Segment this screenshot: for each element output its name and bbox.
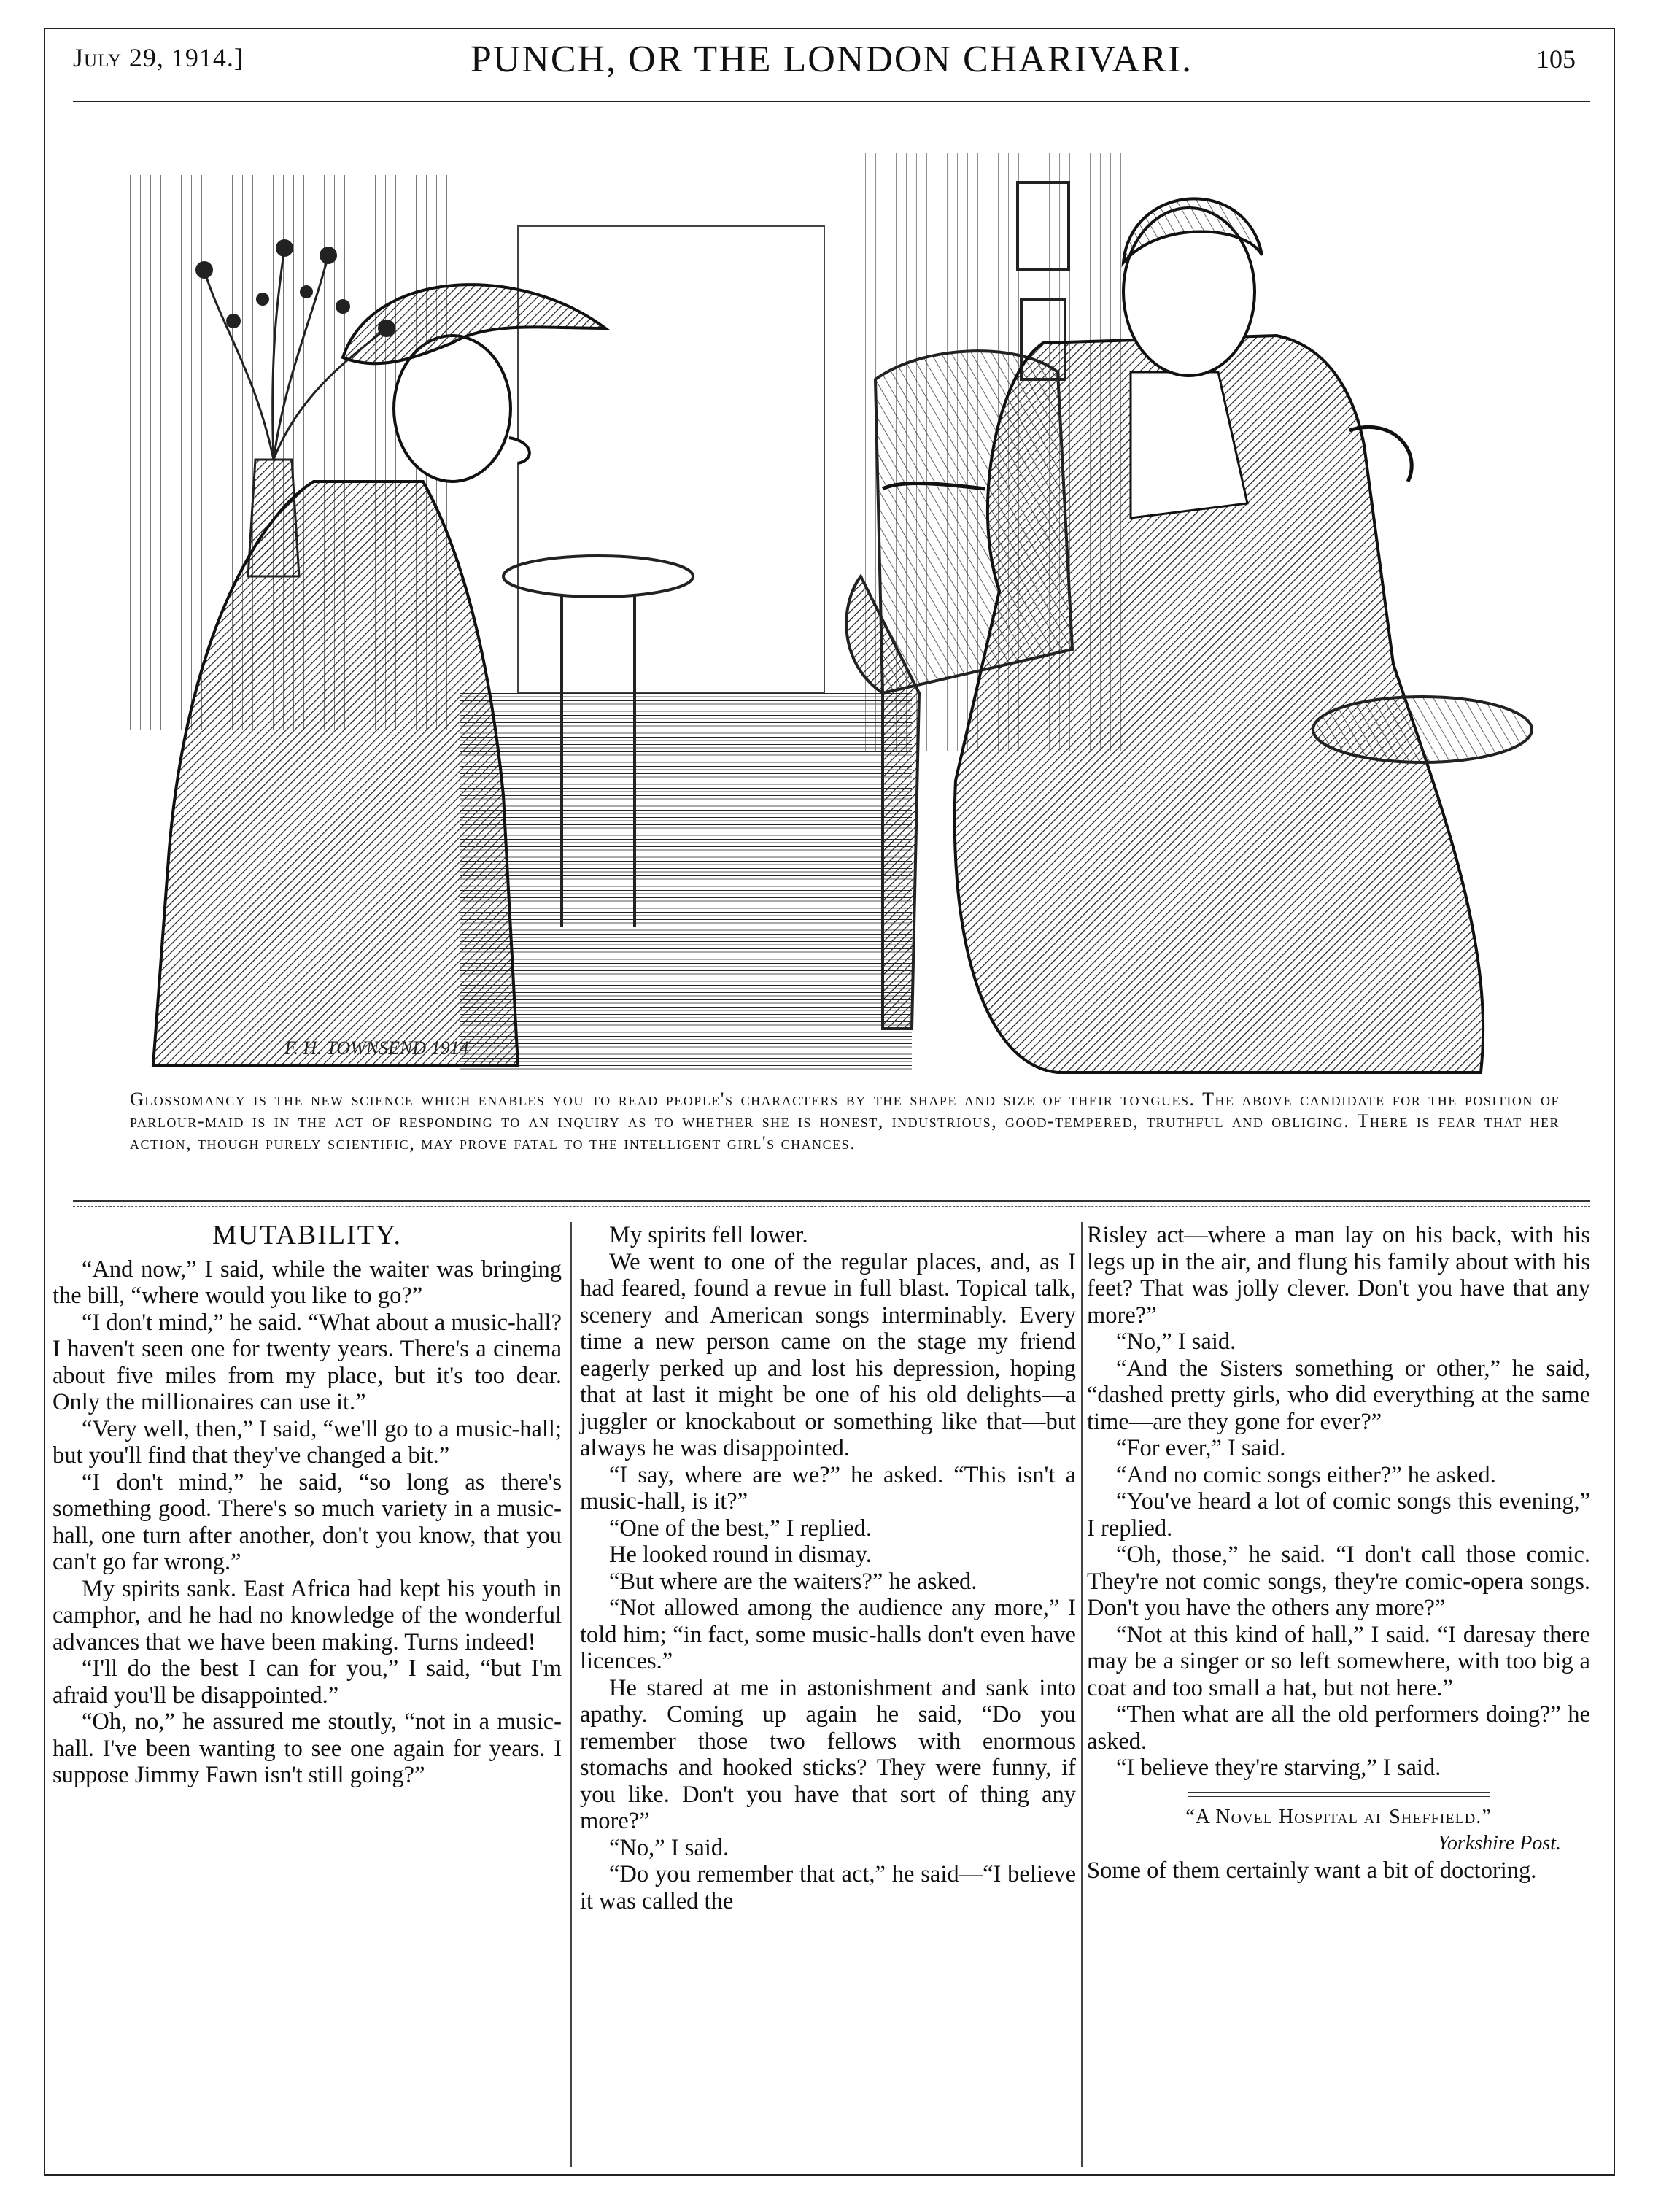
notice-rule-thin [1188, 1796, 1490, 1797]
paragraph: “I say, where are we?” he asked. “This isn't a music-hall, is it?” [580, 1461, 1076, 1515]
article-column-3 [1087, 1222, 1590, 1884]
section-rule [73, 1200, 1590, 1202]
header-rule [73, 101, 1590, 102]
paragraph: “You've heard a lot of comic songs this evening,” I replied. [1087, 1488, 1590, 1542]
doorway [518, 226, 824, 693]
round-table-icon [1313, 697, 1532, 762]
paragraph: He looked round in dismay. [609, 1542, 872, 1568]
paragraph: “Do you remember that act,” he said—“I believe it was called the [580, 1861, 1076, 1914]
cartoon-caption: Glossomancy is the new science which enables you to read people's characters by the shape and size of their tongues. The above candidate for the position of parlour-maid is in the act of responding to an inquiry as to whether she is honest, industrious, good-tempered, truthful and obliging. There is fear that her action, though purely scientific, may prove fatal to the intelligent girl's chances. [130, 1088, 1560, 1153]
paragraph: “I don't mind,” he said, “so long as there's something good. There's so much variety in a music-hall, one turn after another, don't you know, that you can't go far wrong.” [53, 1469, 562, 1575]
paragraph: “But where are the waiters?” he asked. [609, 1568, 977, 1595]
notice-quote: “A Novel Hospital at Sheffield.” [1185, 1805, 1492, 1828]
masthead-title: PUNCH, OR THE LONDON CHARIVARI. [470, 39, 1193, 80]
paragraph: My spirits fell lower. [609, 1222, 808, 1248]
paragraph: “Then what are all the old performers doing?” he asked. [1087, 1701, 1590, 1755]
section-rule-dashed [73, 1206, 1590, 1207]
column-divider [1081, 1222, 1083, 2167]
paragraph: Risley act—where a man lay on his back, with his legs up in the air, and flung his family about with his feet? That was jolly clever. Don't you have that any more?” [1087, 1222, 1590, 1329]
notice-source: Yorkshire Post. [1437, 1832, 1561, 1855]
paragraph: He stared at me in astonishment and sank into apathy. Coming up again he said, “Do you remember those two fellows with enormous stomachs and hooked sticks? They were funny, if you like. Don't you have that sort of thing any more?” [580, 1674, 1076, 1834]
paragraph: “One of the best,” I replied. [609, 1515, 872, 1542]
notice-comment: Some of them certainly want a bit of doctoring. [1087, 1857, 1537, 1884]
article-title: MUTABILITY. [212, 1220, 402, 1250]
paragraph: “Oh, those,” he said. “I don't call those comic. They're not comic songs, they're comic-opera songs. Don't you have the others any more?” [1087, 1542, 1590, 1621]
cartoon-illustration [109, 139, 1561, 1080]
paragraph: “I'll do the best I can for you,” I said, “but I'm afraid you'll be disappointed.” [53, 1655, 562, 1709]
page-number: 105 [1536, 45, 1576, 74]
paragraph: “Not allowed among the audience any more,” I told him; “in fact, some music-halls don't even have licences.” [580, 1595, 1076, 1674]
paragraph: “And the Sisters something or other,” he said, “dashed pretty girls, who did everything at the same time—are they gone for ever?” [1087, 1355, 1590, 1435]
article-column-2 [580, 1222, 1076, 1914]
paragraph: “I believe they're starving,” I said. [1116, 1755, 1441, 1781]
paragraph: “Oh, no,” he assured me stoutly, “not in a music-hall. I've been wanting to see one again for years. I suppose Jimmy Fawn isn't still going?” [53, 1709, 562, 1788]
paragraph: “And now,” I said, while the waiter was bringing the bill, “where would you like to go?” [53, 1256, 562, 1309]
paragraph: “No,” I said. [609, 1834, 729, 1861]
paragraph: “For ever,” I said. [1116, 1435, 1286, 1461]
artist-signature: F. H. TOWNSEND 1914 [284, 1037, 469, 1059]
paragraph: “Not at this kind of hall,” I said. “I daresay there may be a singer or so left somewhere, with too big a coat and too small a hat, but not here.” [1087, 1621, 1590, 1701]
paragraph: “And no comic songs either?” he asked. [1116, 1461, 1496, 1488]
paragraph: “Very well, then,” I said, “we'll go to a music-hall; but you'll find that they've changed a bit.” [53, 1415, 562, 1469]
notice-rule [1188, 1792, 1490, 1793]
column-divider [570, 1222, 572, 2167]
paragraph: My spirits sank. East Africa had kept his youth in camphor, and he had no knowledge of the wonderful advances that we have been making. Turns indeed! [53, 1575, 562, 1655]
article-column-1 [53, 1222, 562, 1789]
issue-date: July 29, 1914.] [73, 43, 244, 72]
paragraph: “I don't mind,” he said. “What about a music-hall? I haven't seen one for twenty years. There's a cinema about five miles from my place, but it's too dear. Only the millionaires can use it.” [53, 1309, 562, 1415]
paragraph: We went to one of the regular places, and, as I had feared, found a revue in full blast. Topical talk, scenery and American songs interminably. Every time a new person came on the stage my friend eagerly perked up and lost his depression, hoping that at last it might be one of his old delights—a juggler or knockabout or something like that—but always he was disappointed. [580, 1248, 1076, 1461]
floor [460, 693, 912, 1072]
page-header [73, 35, 1590, 101]
paragraph: “No,” I said. [1116, 1329, 1236, 1355]
